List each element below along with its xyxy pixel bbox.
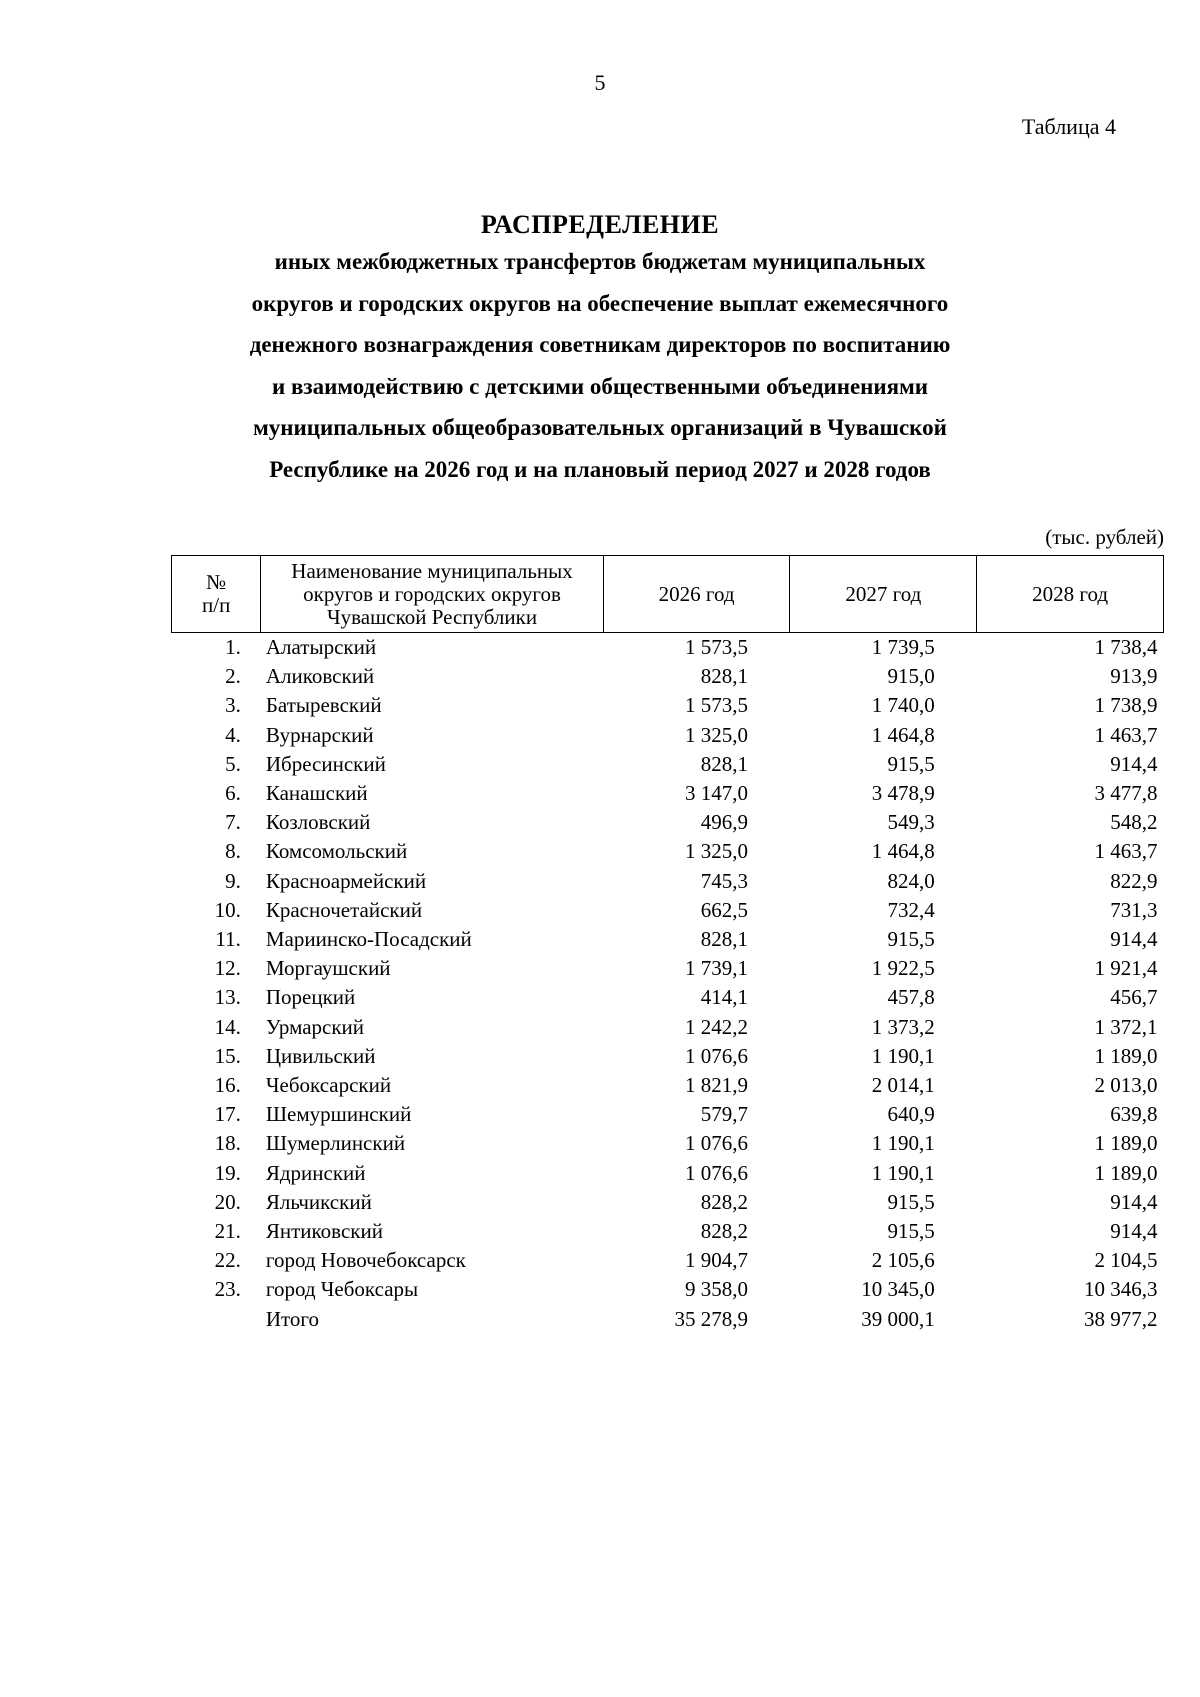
subtitle-line: Республике на 2026 год и на плановый период 2027 и 2028 годов xyxy=(269,456,931,482)
row-value-2026: 579,7 xyxy=(700,1102,748,1127)
row-value-2027: 915,5 xyxy=(887,927,935,952)
row-value-2027: 1 464,8 xyxy=(871,839,935,864)
row-value-2028: 1 463,7 xyxy=(1094,722,1158,747)
table-row xyxy=(172,896,1164,925)
row-value-2026: 1 573,5 xyxy=(684,693,748,718)
row-name: Красночетайский xyxy=(265,897,423,922)
row-name: Мариинско-Посадский xyxy=(265,927,472,952)
table-row xyxy=(172,808,1164,837)
row-number: 1. xyxy=(225,635,241,659)
row-name: Шумерлинский xyxy=(265,1131,406,1156)
row-number: 10. xyxy=(214,897,241,922)
subtitle-line: муниципальных общеобразовательных организаций в Чувашской xyxy=(253,415,947,440)
row-value-2027: 10 345,0 xyxy=(861,1277,935,1302)
row-number: 19. xyxy=(214,1160,241,1185)
row-number: 16. xyxy=(214,1073,241,1098)
header-number-line: п/п xyxy=(202,593,231,617)
row-name: Моргаушский xyxy=(265,956,391,981)
subtitle-line: денежного вознаграждения советникам директоров по воспитанию xyxy=(249,332,951,357)
row-value-2028: 1 189,0 xyxy=(1094,1160,1158,1185)
row-name: Алатырский xyxy=(265,635,377,659)
header-2026: 2026 год xyxy=(603,556,790,633)
table-row xyxy=(172,1100,1164,1129)
row-number: 4. xyxy=(225,722,241,747)
row-value-2027: 3 478,9 xyxy=(871,781,935,806)
header-name-line: Чувашской Республики xyxy=(327,604,538,629)
row-number: 6. xyxy=(225,781,241,806)
row-value-2026: 828,2 xyxy=(700,1189,748,1214)
row-value-2027: 457,8 xyxy=(887,985,935,1010)
table-row xyxy=(172,691,1164,720)
table-row xyxy=(172,1275,1164,1304)
row-value-2026: 1 076,6 xyxy=(684,1043,748,1068)
row-value-2026: 828,1 xyxy=(700,751,748,776)
document-title-block xyxy=(130,210,1070,490)
total-value-2028: 38 977,2 xyxy=(1084,1306,1158,1331)
row-number: 9. xyxy=(225,868,241,893)
row-value-2026: 1 573,5 xyxy=(684,635,748,659)
table-row xyxy=(172,1159,1164,1188)
row-number: 23. xyxy=(214,1277,241,1302)
row-value-2027: 2 014,1 xyxy=(871,1073,935,1098)
table-label: Таблица 4 xyxy=(1021,114,1116,139)
row-value-2026: 414,1 xyxy=(700,985,748,1010)
row-value-2026: 1 325,0 xyxy=(684,722,748,747)
row-value-2027: 1 922,5 xyxy=(871,956,935,981)
table-header-row xyxy=(172,556,1164,633)
row-value-2027: 1 739,5 xyxy=(871,635,935,659)
row-name: Комсомольский xyxy=(265,839,408,864)
row-name: Красноармейский xyxy=(265,868,427,893)
header-name-line: округов и городских округов xyxy=(303,581,561,606)
distribution-table xyxy=(171,555,1164,1334)
row-number: 17. xyxy=(214,1102,241,1127)
row-value-2026: 1 325,0 xyxy=(684,839,748,864)
row-name: Вурнарский xyxy=(265,722,374,747)
table-row xyxy=(172,662,1164,691)
row-value-2027: 915,5 xyxy=(887,1189,935,1214)
row-number: 8. xyxy=(225,839,241,864)
row-value-2027: 1 740,0 xyxy=(871,693,935,718)
row-name: Канашский xyxy=(265,781,368,806)
row-number: 11. xyxy=(215,927,241,952)
table-row xyxy=(172,633,1164,663)
row-name: Янтиковский xyxy=(265,1219,383,1244)
total-value-2026: 35 278,9 xyxy=(674,1306,748,1331)
row-name: Батыревский xyxy=(265,693,382,718)
table-row xyxy=(172,721,1164,750)
row-value-2026: 1 076,6 xyxy=(684,1160,748,1185)
row-value-2027: 1 190,1 xyxy=(871,1131,935,1156)
header-number xyxy=(172,556,261,633)
row-number: 5. xyxy=(225,751,241,776)
row-name: Порецкий xyxy=(265,985,356,1010)
row-value-2028: 1 372,1 xyxy=(1094,1014,1158,1039)
row-value-2026: 1 739,1 xyxy=(684,956,748,981)
total-label: Итого xyxy=(265,1306,320,1331)
row-value-2027: 1 190,1 xyxy=(871,1160,935,1185)
row-value-2028: 731,3 xyxy=(1110,897,1158,922)
table-row xyxy=(172,1129,1164,1158)
row-value-2027: 915,5 xyxy=(887,1219,935,1244)
header-name xyxy=(261,556,603,633)
total-value-2027: 39 000,1 xyxy=(861,1306,935,1331)
row-number: 7. xyxy=(225,810,241,835)
header-2028: 2028 год xyxy=(977,556,1164,633)
header-name-line: Наименование муниципальных xyxy=(291,558,573,583)
table-row xyxy=(172,983,1164,1012)
row-value-2026: 496,9 xyxy=(700,810,748,835)
row-name: город Чебоксары xyxy=(265,1277,419,1302)
row-value-2026: 662,5 xyxy=(700,897,748,922)
row-value-2027: 732,4 xyxy=(887,897,935,922)
table-row xyxy=(172,925,1164,954)
row-value-2028: 1 921,4 xyxy=(1094,956,1158,981)
row-value-2026: 1 821,9 xyxy=(684,1073,748,1098)
table-row xyxy=(172,1042,1164,1071)
row-name: Ядринский xyxy=(265,1160,366,1185)
row-value-2027: 915,5 xyxy=(887,751,935,776)
row-number: 21. xyxy=(214,1219,241,1244)
row-value-2026: 1 242,2 xyxy=(684,1014,748,1039)
row-value-2026: 828,2 xyxy=(700,1219,748,1244)
row-value-2028: 1 189,0 xyxy=(1094,1131,1158,1156)
row-value-2028: 3 477,8 xyxy=(1094,781,1158,806)
row-name: Козловский xyxy=(265,810,371,835)
row-value-2028: 914,4 xyxy=(1110,927,1158,952)
row-value-2027: 1 373,2 xyxy=(871,1014,935,1039)
row-value-2026: 1 904,7 xyxy=(684,1248,748,1273)
table-row xyxy=(172,779,1164,808)
row-value-2027: 1 464,8 xyxy=(871,722,935,747)
row-value-2027: 2 105,6 xyxy=(871,1248,935,1273)
row-value-2026: 9 358,0 xyxy=(684,1277,748,1302)
row-value-2028: 1 738,9 xyxy=(1094,693,1158,718)
row-value-2028: 1 463,7 xyxy=(1094,839,1158,864)
row-number: 3. xyxy=(225,693,241,718)
row-number: 15. xyxy=(214,1043,241,1068)
row-number: 20. xyxy=(214,1189,241,1214)
total-row xyxy=(172,1305,1164,1334)
row-value-2026: 745,3 xyxy=(700,868,748,893)
header-number-line: № xyxy=(206,570,227,594)
row-value-2026: 828,1 xyxy=(700,927,748,952)
row-value-2028: 2 104,5 xyxy=(1094,1248,1158,1273)
header-2027: 2027 год xyxy=(790,556,977,633)
row-name: Чебоксарский xyxy=(265,1073,392,1098)
row-value-2028: 914,4 xyxy=(1110,1189,1158,1214)
table-row xyxy=(172,1188,1164,1217)
row-name: Аликовский xyxy=(265,664,375,689)
total-number-cell xyxy=(172,1305,261,1334)
row-value-2028: 2 013,0 xyxy=(1094,1073,1158,1098)
row-number: 18. xyxy=(214,1131,241,1156)
table-row xyxy=(172,750,1164,779)
table-row xyxy=(172,837,1164,866)
row-value-2028: 1 189,0 xyxy=(1094,1043,1158,1068)
row-value-2028: 548,2 xyxy=(1110,810,1158,835)
table-row xyxy=(172,1246,1164,1275)
row-value-2028: 914,4 xyxy=(1110,751,1158,776)
row-name: Ибресинский xyxy=(265,751,386,776)
table-row xyxy=(172,954,1164,983)
subtitle-line: и взаимодействию с детскими общественными объединениями xyxy=(271,373,929,399)
row-number: 14. xyxy=(214,1014,241,1039)
table-row xyxy=(172,1217,1164,1246)
row-value-2026: 3 147,0 xyxy=(684,781,748,806)
subtitle-line: иных межбюджетных трансфертов бюджетам муниципальных xyxy=(274,249,926,274)
row-value-2028: 10 346,3 xyxy=(1084,1277,1158,1302)
row-value-2027: 640,9 xyxy=(887,1102,935,1127)
row-number: 13. xyxy=(214,985,241,1010)
row-name: Яльчикский xyxy=(265,1189,372,1214)
table-row xyxy=(172,1071,1164,1100)
table-row xyxy=(172,1013,1164,1042)
row-number: 22. xyxy=(214,1248,241,1273)
row-value-2026: 828,1 xyxy=(700,664,748,689)
row-value-2027: 915,0 xyxy=(887,664,935,689)
row-name: Шемуршинский xyxy=(265,1102,412,1127)
row-value-2028: 913,9 xyxy=(1110,664,1158,689)
table-row xyxy=(172,867,1164,896)
row-value-2026: 1 076,6 xyxy=(684,1131,748,1156)
page-number: 5 xyxy=(594,70,606,95)
row-value-2028: 456,7 xyxy=(1110,985,1158,1010)
row-value-2028: 1 738,4 xyxy=(1094,635,1158,659)
row-name: город Новочебоксарск xyxy=(265,1248,466,1273)
row-value-2027: 824,0 xyxy=(887,868,935,893)
subtitle-line: округов и городских округов на обеспечение выплат ежемесячного xyxy=(251,290,949,316)
row-value-2028: 822,9 xyxy=(1110,868,1158,893)
row-value-2028: 639,8 xyxy=(1110,1102,1158,1127)
row-number: 2. xyxy=(225,664,241,689)
row-number: 12. xyxy=(214,956,241,981)
row-value-2028: 914,4 xyxy=(1110,1219,1158,1244)
units-note: (тыс. рублей) xyxy=(1045,525,1164,549)
row-value-2027: 549,3 xyxy=(887,810,935,835)
row-value-2027: 1 190,1 xyxy=(871,1043,935,1068)
document-title: РАСПРЕДЕЛЕНИЕ xyxy=(480,210,720,239)
row-name: Цивильский xyxy=(265,1043,376,1068)
row-name: Урмарский xyxy=(265,1014,365,1039)
